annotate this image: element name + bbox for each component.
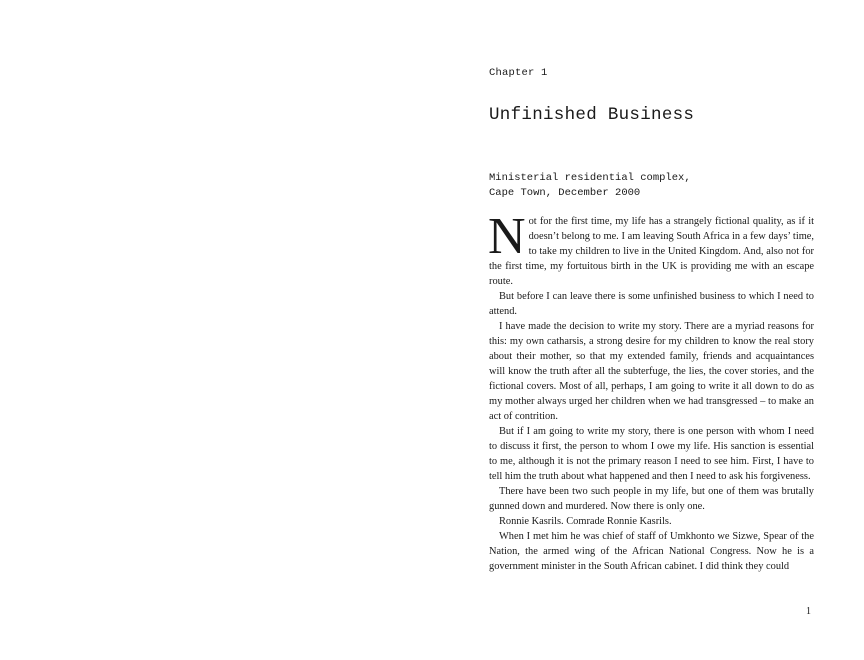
paragraph-2: But before I can leave there is some unfinished business to which I need to attend. [489,291,814,317]
paragraph-3: I have made the decision to write my story. There are a myriad reasons for this: my own catharsis, a strong desire for my children to know the real story about their mother, so that my extended family, friends and acquaintances will know the truth after all the subterfuge, the lies, the cover stories, and the fictional covers. Most of all, perhaps, I am going to write it all down to do as my mother always urged her children when we had transgressed – to make an act of contrition. [489,321,814,422]
paragraph-4: But if I am going to write my story, there is one person with whom I need to discuss it first, the person to whom I owe my life. His sanction is essential to me, although it is not the primary reason I need to see him. First, I have to tell him the truth about what happened and then I need to ask his forgiveness. [489,426,814,482]
paragraph-1-text: ot for the first time, my life has a strangely fictional quality, as if it doesn’t belong to me. I am leaving South Africa in a few days’ time, to take my children to live in the United Kingdom. And, also not for the first time, my fortuitous birth in the UK is providing me with an escape route. [489,216,814,287]
dateline-line-2: Cape Town, December 2000 [489,187,641,199]
dateline [489,171,691,201]
paragraph-7: When I met him he was chief of staff of Umkhonto we Sizwe, Spear of the Nation, the armed wing of the African National Congress. Now he is a government minister in the South African cabinet. I did think they could [489,531,814,572]
paragraph-5: There have been two such people in my life, but one of them was brutally gunned down and murdered. Now there is only one. [489,486,814,512]
chapter-label: Chapter 1 [489,67,548,79]
page-number: 1 [806,606,811,617]
chapter-title: Unfinished Business [489,105,695,125]
dateline-line-1: Ministerial residential complex, [489,172,691,184]
drop-cap: N [488,208,526,265]
paragraph-1 [488,208,814,289]
right-page [489,0,814,660]
chapter-body-text [488,208,814,574]
paragraph-6: Ronnie Kasrils. Comrade Ronnie Kasrils. [499,516,672,527]
